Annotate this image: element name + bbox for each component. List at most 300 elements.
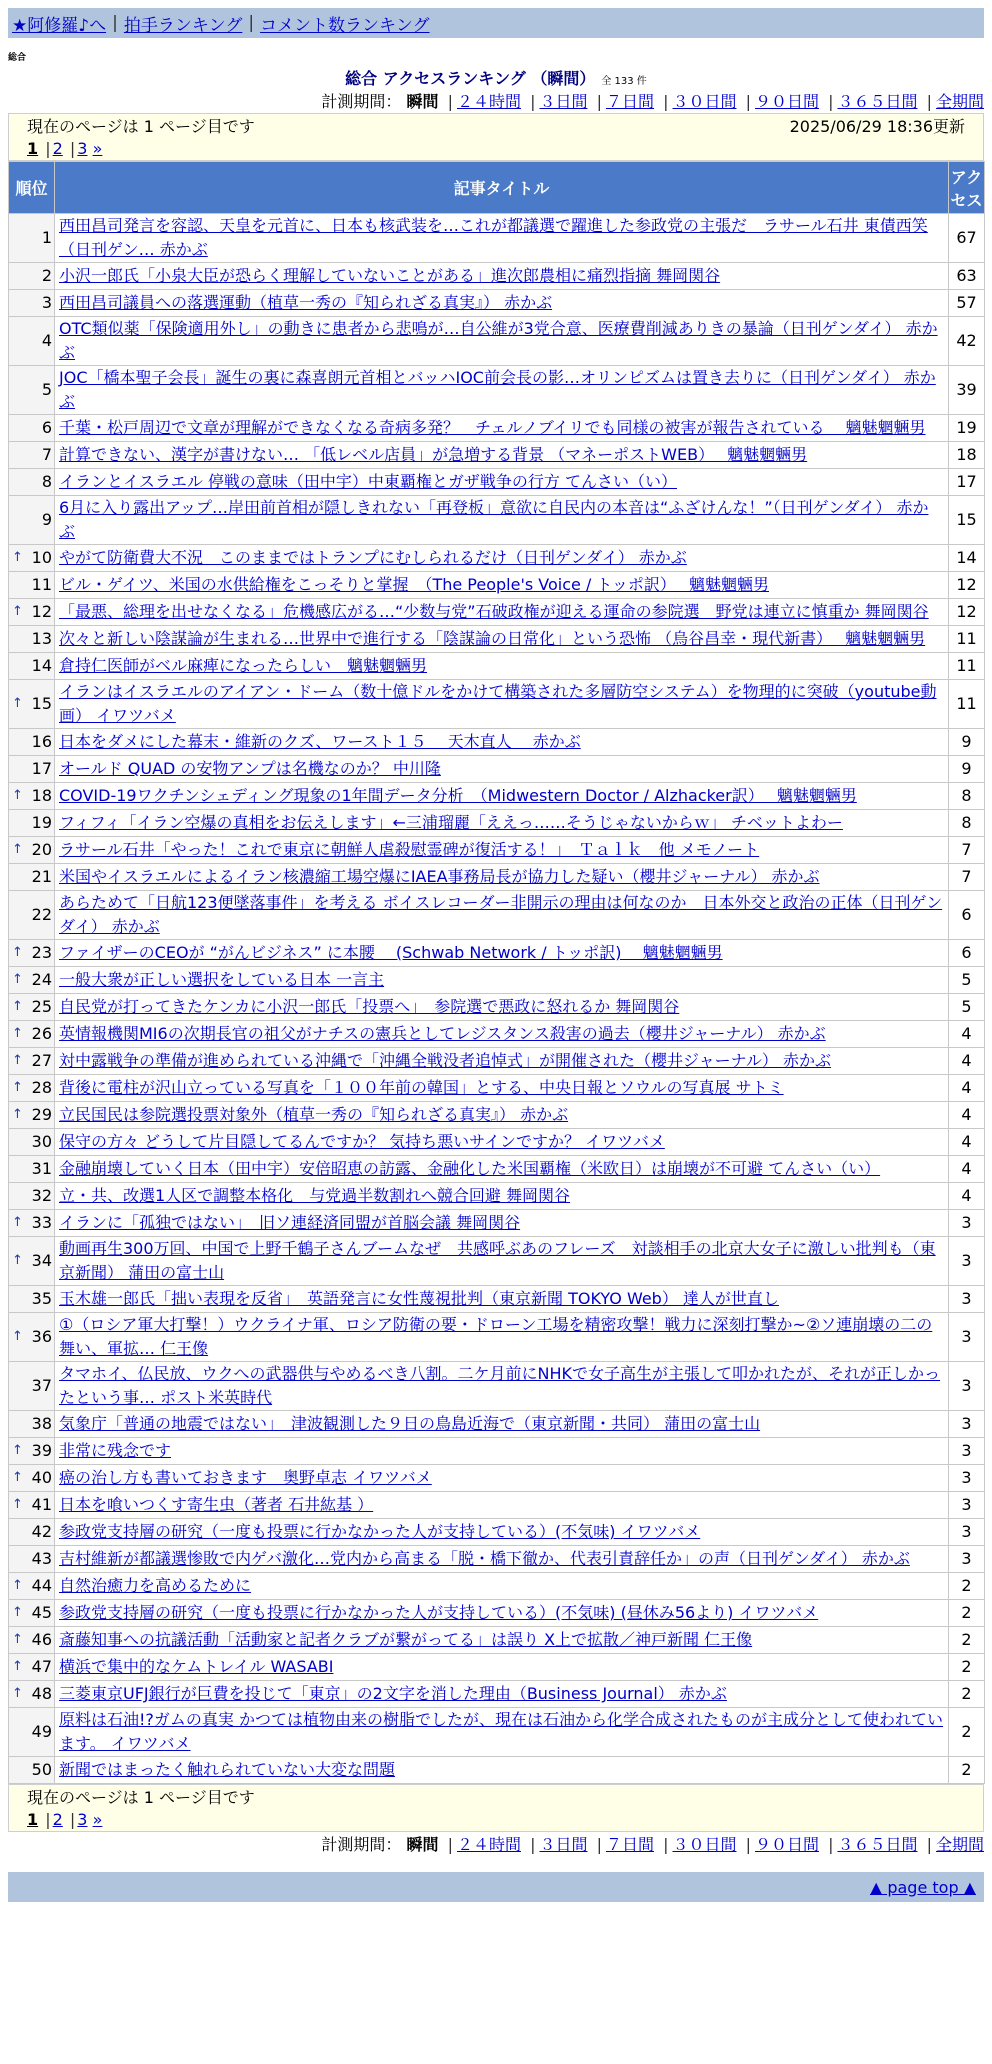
access-count: 5	[949, 994, 985, 1021]
rank-cell	[9, 1519, 55, 1546]
table-row	[9, 1708, 985, 1757]
rank-cell	[9, 891, 55, 940]
rank-up-icon: ↑	[12, 1686, 23, 1701]
rank-up-icon: ↑	[12, 945, 23, 960]
article-link[interactable]: 日本を喰いつくす寄生虫（著者 石井紘基 ）	[59, 1495, 374, 1514]
article-link[interactable]: JOC「橋本聖子会長」誕生の裏に森喜朗元首相とバッハIOC前会長の影…オリンピズムは置き去りに（日刊ゲンダイ） 赤かぶ	[59, 368, 936, 411]
rank-number: 2	[41, 266, 52, 285]
table-row	[9, 891, 985, 940]
title-cell	[55, 626, 949, 653]
article-link[interactable]: 気象庁「普通の地震ではない」 津波観測した９日の鳥島近海で（東京新聞・共同） 蒲田の富士山	[59, 1414, 761, 1433]
rank-up-icon: ↑	[12, 972, 23, 987]
rank-cell	[9, 1757, 55, 1784]
rank-cell	[9, 1654, 55, 1681]
access-count: 3	[949, 1438, 985, 1465]
rank-cell	[9, 864, 55, 891]
rank-cell	[9, 1600, 55, 1627]
header-title: 記事タイトル	[55, 162, 949, 214]
table-row	[9, 214, 985, 263]
title-cell	[55, 967, 949, 994]
rank-number: 18	[31, 786, 52, 805]
table-row	[9, 1573, 985, 1600]
current-page-text: 現在のページは 1 ページ目です	[27, 117, 255, 136]
title-cell	[55, 1519, 949, 1546]
access-count: 2	[949, 1757, 985, 1784]
period-90d[interactable]: ９０日間	[754, 92, 819, 111]
article-link[interactable]: 日本をダメにした幕末・維新のクズ、ワースト１５ 天木直人 赤かぶ	[59, 732, 581, 751]
article-link[interactable]: 参政党支持層の研究（一度も投票に行かなかった人が支持している）(不気味) イワツバメ	[59, 1522, 701, 1541]
table-row	[9, 290, 985, 317]
title-cell	[55, 1075, 949, 1102]
access-count: 19	[949, 415, 985, 442]
period-label: 計測期間：	[321, 92, 402, 111]
article-link[interactable]: 立・共、改選1人区で調整本格化 与党過半数割れへ競合回避 舞岡関谷	[59, 1186, 570, 1205]
article-link[interactable]: 西田昌司発言を容認、天皇を元首に、日本も核武装を…これが都議選で躍進した参政党の主張だ ラサール石井 東債西笑（日刊ゲン… 赤かぶ	[59, 216, 928, 259]
access-count: 6	[949, 891, 985, 940]
rank-number: 47	[31, 1657, 52, 1676]
article-link[interactable]: 吉村維新が都議選惨敗で内ゲバ激化…党内から高まる「脱・橋下徹か、代表引責辞任か」の声（日刊ゲンダイ） 赤かぶ	[59, 1549, 910, 1568]
access-count: 5	[949, 967, 985, 994]
access-count: 3	[949, 1465, 985, 1492]
title-cell	[55, 653, 949, 680]
table-row	[9, 756, 985, 783]
article-link[interactable]: タマホイ、仏民放、ウクへの武器供与やめるべき八割。二ケ月前にNHKで女子高生が主張して叩かれたが、それが正しかったという事… ポスト米英時代	[59, 1364, 941, 1407]
access-count: 7	[949, 864, 985, 891]
rank-up-icon: ↑	[12, 1605, 23, 1620]
article-link[interactable]: 背後に電柱が沢山立っている写真を「１００年前の韓国」とする、中央日報とソウルの写真展 サトミ	[59, 1078, 784, 1097]
article-link[interactable]: 西田昌司議員への落選運動（植草一秀の『知られざる真実』） 赤かぶ	[59, 293, 553, 312]
article-link[interactable]: イランはイスラエルのアイアン・ドーム（数十億ドルをかけて構築された多層防空システム）を物理的に突破（youtube動画） イワツバメ	[59, 682, 937, 725]
period-30d[interactable]: ３０日間	[672, 1835, 737, 1854]
rank-up-icon: ↑	[12, 1632, 23, 1647]
rank-number: 35	[31, 1289, 52, 1308]
title-cell	[55, 1156, 949, 1183]
rank-cell	[9, 1183, 55, 1210]
access-count: 4	[949, 1102, 985, 1129]
table-row	[9, 1519, 985, 1546]
table-row	[9, 994, 985, 1021]
article-link[interactable]: ①（ロシア軍大打撃！）ウクライナ軍、ロシア防衛の要・ドローン工場を精密攻撃！戦力に深刻打撃か~②ソ連崩壊の二の舞い、軍拡… 仁王像	[59, 1315, 933, 1358]
access-count: 3	[949, 1411, 985, 1438]
rank-number: 13	[31, 629, 52, 648]
rank-number: 26	[31, 1024, 52, 1043]
title-cell	[55, 1757, 949, 1784]
period-90d[interactable]: ９０日間	[754, 1835, 819, 1854]
access-count: 42	[949, 317, 985, 366]
table-row	[9, 1627, 985, 1654]
rank-cell	[9, 1708, 55, 1757]
article-link[interactable]: 三菱東京UFJ銀行が巨費を投じて「東京」の2文字を消した理由（Business Journal） 赤かぶ	[59, 1684, 727, 1703]
access-count: 8	[949, 783, 985, 810]
period-all[interactable]: 全期間	[935, 92, 984, 111]
rank-cell	[9, 317, 55, 366]
rank-up-icon: ↑	[12, 550, 23, 565]
title-cell	[55, 1411, 949, 1438]
article-link[interactable]: 斎藤知事への抗議活動「活動家と記者クラブが繋がってる」は誤り X上で拡散／神戸新聞 仁王像	[59, 1630, 753, 1649]
rank-up-icon: ↑	[12, 696, 23, 711]
rank-up-icon: ↑	[12, 1329, 23, 1344]
rank-up-icon: ↑	[12, 1253, 23, 1268]
article-link[interactable]: 小沢一郎氏「小泉大臣が恐らく理解していないことがある」進次郎農相に痛烈指摘 舞岡関谷	[59, 266, 721, 285]
rank-cell	[9, 214, 55, 263]
page-links: 1 | 2 | 3 »	[27, 1810, 103, 1829]
article-link[interactable]: 玉木雄一郎氏「拙い表現を反省」 英語発言に女性蔑視批判（東京新聞 TOKYO Web） 達人が世直し	[59, 1289, 779, 1308]
rank-number: 1	[41, 228, 52, 247]
period-24h[interactable]: ２４時間	[456, 92, 521, 111]
period-7d[interactable]: ７日間	[605, 1835, 654, 1854]
rank-number: 39	[31, 1441, 52, 1460]
rank-cell	[9, 1681, 55, 1708]
article-link[interactable]: 非常に残念です	[59, 1441, 172, 1460]
article-link[interactable]: COVID-19ワクチンシェディング現象の1年間データ分析 （Midwestern Doctor / Alzhacker訳） 魑魅魍魎男	[59, 786, 857, 805]
table-row	[9, 599, 985, 626]
period-all[interactable]: 全期間	[935, 1835, 984, 1854]
period-3d[interactable]: ３日間	[539, 92, 588, 111]
title-cell	[55, 442, 949, 469]
table-row	[9, 1102, 985, 1129]
rank-cell	[9, 1573, 55, 1600]
title-cell	[55, 415, 949, 442]
rank-number: 32	[31, 1186, 52, 1205]
rank-cell	[9, 1313, 55, 1362]
rank-cell	[9, 1465, 55, 1492]
page-title	[0, 66, 992, 89]
period-30d[interactable]: ３０日間	[672, 92, 737, 111]
period-3d[interactable]: ３日間	[539, 1835, 588, 1854]
article-link[interactable]: 倉持仁医師がベル麻痺になったらしい 魑魅魍魎男	[59, 656, 428, 675]
article-link[interactable]: 英情報機関MI6の次期長官の祖父がナチスの憲兵としてレジスタンス殺害の過去（櫻井ジャーナル） 赤かぶ	[59, 1024, 826, 1043]
period-current: 瞬間	[406, 1835, 439, 1854]
title-cell	[55, 599, 949, 626]
article-link[interactable]: 計算できない、漢字が書けない… 「低レベル店員」が急増する背景 （マネーポストWEB） 魑魅魍魎男	[59, 445, 808, 464]
table-row	[9, 1438, 985, 1465]
article-link[interactable]: ファイザーのCEOが “がんビジネス” に本腰 (Schwab Network / トッポ訳) 魑魅魍魎男	[59, 943, 723, 962]
article-link[interactable]: 参政党支持層の研究（一度も投票に行かなかった人が支持している）(不気味) (昼休み56より) イワツバメ	[59, 1603, 819, 1622]
access-count: 4	[949, 1156, 985, 1183]
rank-cell	[9, 626, 55, 653]
access-count: 7	[949, 837, 985, 864]
rank-cell	[9, 442, 55, 469]
article-link[interactable]: 次々と新しい陰謀論が生まれる…世界中で進行する「陰謀論の日常化」という恐怖 （烏谷昌幸・現代新書） 魑魅魍魎男	[59, 629, 926, 648]
period-current: 瞬間	[406, 92, 439, 111]
article-link[interactable]: オールド QUAD の安物アンプは名機なのか？ 中川隆	[59, 759, 441, 778]
title-cell	[55, 214, 949, 263]
table-row	[9, 1313, 985, 1362]
table-row	[9, 653, 985, 680]
article-link[interactable]: 立民国民は参院選投票対象外（植草一秀の『知られざる真実』） 赤かぶ	[59, 1105, 569, 1124]
table-row	[9, 1492, 985, 1519]
top-nav-bar	[8, 8, 984, 38]
rank-cell	[9, 967, 55, 994]
rank-number: 21	[31, 867, 52, 886]
rank-number: 10	[31, 548, 52, 567]
rank-cell	[9, 1210, 55, 1237]
rank-number: 36	[31, 1327, 52, 1346]
rank-cell	[9, 1237, 55, 1286]
page-top-link[interactable]: ▲ page top ▲	[869, 1877, 976, 1897]
title-cell	[55, 290, 949, 317]
rank-cell	[9, 290, 55, 317]
rank-up-icon: ↑	[12, 1470, 23, 1485]
rank-cell	[9, 1492, 55, 1519]
rank-number: 31	[31, 1159, 52, 1178]
access-count: 4	[949, 1075, 985, 1102]
rank-up-icon: ↑	[12, 1053, 23, 1068]
rank-up-icon: ↑	[12, 1443, 23, 1458]
nav-separator: |	[248, 13, 255, 33]
article-link[interactable]: ビル・ゲイツ、米国の水供給権をこっそりと掌握 （The People's Voice / トッポ訳） 魑魅魍魎男	[59, 575, 770, 594]
title-cell	[55, 994, 949, 1021]
rank-cell	[9, 1021, 55, 1048]
rank-up-icon: ↑	[12, 788, 23, 803]
rank-number: 50	[31, 1760, 52, 1779]
article-link[interactable]: 対中露戦争の準備が進められている沖縄で「沖縄全戦没者追悼式」が開催された（櫻井ジャーナル） 赤かぶ	[59, 1051, 831, 1070]
rank-number: 15	[31, 694, 52, 713]
table-row	[9, 572, 985, 599]
rank-number: 29	[31, 1105, 52, 1124]
article-link[interactable]: イランとイスラエル 停戦の意味（田中宇）中東覇権とガザ戦争の行方 てんさい（い）	[59, 472, 678, 491]
rank-cell	[9, 1048, 55, 1075]
rank-number: 38	[31, 1414, 52, 1433]
page-link-2[interactable]: 2	[52, 1810, 63, 1829]
table-row	[9, 317, 985, 366]
rank-cell	[9, 756, 55, 783]
rank-number: 43	[31, 1549, 52, 1568]
rank-number: 19	[31, 813, 52, 832]
header-access: アクセス	[949, 162, 985, 214]
period-24h[interactable]: ２４時間	[456, 1835, 521, 1854]
table-row	[9, 545, 985, 572]
title-cell	[55, 1465, 949, 1492]
table-row	[9, 1156, 985, 1183]
rank-cell	[9, 810, 55, 837]
rank-cell	[9, 1627, 55, 1654]
rank-number: 8	[41, 472, 52, 491]
pager-top	[8, 113, 984, 161]
access-count: 4	[949, 1129, 985, 1156]
rank-cell	[9, 599, 55, 626]
title-cell	[55, 469, 949, 496]
rank-up-icon: ↑	[12, 1215, 23, 1230]
article-link[interactable]: OTC類似薬「保険適用外し」の動きに患者から悲鳴が…自公維が3党合意、医療費削減ありきの暴論（日刊ゲンダイ） 赤かぶ	[59, 319, 938, 362]
title-cell	[55, 572, 949, 599]
table-row	[9, 940, 985, 967]
article-link[interactable]: 「最悪、総理を出せなくなる」危機感広がる…“少数与党”石破政権が迎える運命の参院選 野党は連立に慎重か 舞岡関谷	[59, 602, 929, 621]
article-link[interactable]: ラサール石井「やった！これで東京に朝鮮人虐殺慰霊碑が復活する！」 Ｔａｌｋ 他 メモノート	[59, 840, 760, 859]
table-row	[9, 729, 985, 756]
access-count: 4	[949, 1048, 985, 1075]
nav-link-comment-ranking[interactable]: コメント数ランキング	[260, 15, 430, 36]
rank-number: 27	[31, 1051, 52, 1070]
article-link[interactable]: フィフィ「イラン空爆の真相をお伝えします」←三浦瑠麗「ええっ……そうじゃないからｗ」 チベットよわー	[59, 813, 843, 832]
rank-number: 28	[31, 1078, 52, 1097]
access-count: 2	[949, 1708, 985, 1757]
rank-cell	[9, 729, 55, 756]
article-link[interactable]: 千葉・松戸周辺で文章が理解ができなくなる奇病多発？ チェルノブイリでも同様の被害が報告されている 魑魅魍魎男	[59, 418, 926, 437]
table-row	[9, 967, 985, 994]
access-count: 2	[949, 1681, 985, 1708]
article-link[interactable]: 一般大衆が正しい選択をしている日本 一言主	[59, 970, 385, 989]
rank-cell	[9, 496, 55, 545]
title-cell	[55, 1627, 949, 1654]
article-link[interactable]: 米国やイスラエルによるイラン核濃縮工場空爆にIAEA事務局長が協力した疑い（櫻井ジャーナル） 赤かぶ	[59, 867, 820, 886]
period-selector-bottom: 計測期間： 瞬間 | ２４時間 | ３日間 | ７日間 | ３０日間 | ９０日間 | ３６５日間 | 全期間	[321, 1835, 984, 1854]
page-link-2[interactable]: 2	[52, 139, 63, 158]
article-link[interactable]: やがて防衛費大不況 このままではトランプにむしられるだけ（日刊ゲンダイ） 赤かぶ	[59, 548, 687, 567]
table-row	[9, 1600, 985, 1627]
title-cell	[55, 1313, 949, 1362]
access-count: 18	[949, 442, 985, 469]
rank-cell	[9, 783, 55, 810]
title-cell	[55, 496, 949, 545]
rank-cell	[9, 653, 55, 680]
rank-number: 17	[31, 759, 52, 778]
nav-link-applause-ranking[interactable]: 拍手ランキング	[123, 15, 243, 36]
access-count: 4	[949, 1021, 985, 1048]
rank-up-icon: ↑	[12, 1107, 23, 1122]
title-cell	[55, 940, 949, 967]
table-row	[9, 366, 985, 415]
access-count: 14	[949, 545, 985, 572]
rank-number: 34	[31, 1251, 52, 1270]
article-link[interactable]: 癌の治し方も書いておきます 奥野卓志 イワツバメ	[59, 1468, 432, 1487]
access-count: 8	[949, 810, 985, 837]
access-count: 2	[949, 1600, 985, 1627]
page-link-3[interactable]: 3	[77, 139, 88, 158]
table-row	[9, 442, 985, 469]
table-row	[9, 1048, 985, 1075]
title-cell	[55, 1237, 949, 1286]
header-rank: 順位	[9, 162, 55, 214]
access-count: 2	[949, 1654, 985, 1681]
article-link[interactable]: 金融崩壊していく日本（田中宇）安倍昭恵の訪露、金融化した米国覇権（米欧日）は崩壊が不可避 てんさい（い）	[59, 1159, 881, 1178]
access-count: 39	[949, 366, 985, 415]
rank-cell	[9, 545, 55, 572]
table-row	[9, 1546, 985, 1573]
page-next-link[interactable]: »	[92, 139, 103, 158]
rank-number: 24	[31, 970, 52, 989]
nav-link-ashura[interactable]: ★阿修羅♪へ	[12, 15, 107, 36]
access-count: 2	[949, 1627, 985, 1654]
access-count: 63	[949, 263, 985, 290]
rank-number: 40	[31, 1468, 52, 1487]
title-cell	[55, 1286, 949, 1313]
title-cell	[55, 1021, 949, 1048]
rank-up-icon: ↑	[12, 1578, 23, 1593]
title-cell	[55, 1438, 949, 1465]
table-row	[9, 1075, 985, 1102]
access-count: 3	[949, 1286, 985, 1313]
access-count: 12	[949, 572, 985, 599]
title-cell	[55, 864, 949, 891]
table-row	[9, 469, 985, 496]
article-link[interactable]: あらためて「日航123便墜落事件」を考える ボイスレコーダー非開示の理由は何なのか 日本外交と政治の正体（日刊ゲンダイ） 赤かぶ	[59, 893, 943, 936]
period-365d[interactable]: ３６５日間	[837, 1835, 918, 1854]
table-row	[9, 1465, 985, 1492]
rank-number: 30	[31, 1132, 52, 1151]
title-cell	[55, 1573, 949, 1600]
article-link[interactable]: イランに「孤独ではない」 旧ソ連経済同盟が首脳会議 舞岡関谷	[59, 1213, 521, 1232]
period-7d[interactable]: ７日間	[605, 92, 654, 111]
bottom-bar	[8, 1872, 984, 1902]
article-link[interactable]: 横浜で集中的なケムトレイル WASABI	[59, 1657, 334, 1676]
table-row	[9, 864, 985, 891]
category-label: 総合	[8, 53, 27, 63]
table-row	[9, 1362, 985, 1411]
rank-cell	[9, 263, 55, 290]
table-row	[9, 810, 985, 837]
rank-up-icon: ↑	[12, 1659, 23, 1674]
rank-cell	[9, 469, 55, 496]
rank-up-icon: ↑	[12, 999, 23, 1014]
rank-cell	[9, 1129, 55, 1156]
table-row	[9, 415, 985, 442]
page-current: 1	[27, 1810, 39, 1829]
access-count: 12	[949, 599, 985, 626]
current-page-text: 現在のページは 1 ページ目です	[27, 1788, 255, 1807]
article-link[interactable]: 自民党が打ってきたケンカに小沢一郎氏「投票へ」 参院選で悪政に怒れるか 舞岡関谷	[59, 997, 680, 1016]
table-row	[9, 263, 985, 290]
rank-cell	[9, 366, 55, 415]
page-link-3[interactable]: 3	[77, 1810, 88, 1829]
rank-cell	[9, 1546, 55, 1573]
article-link[interactable]: 保守の方々 どうして片目隠してるんですか？ 気持ち悪いサインですか？ イワツバメ	[59, 1132, 665, 1151]
rank-number: 37	[31, 1376, 52, 1395]
period-365d[interactable]: ３６５日間	[837, 92, 918, 111]
rank-cell	[9, 1102, 55, 1129]
title-cell	[55, 837, 949, 864]
table-row	[9, 496, 985, 545]
rank-cell	[9, 680, 55, 729]
table-row	[9, 1237, 985, 1286]
title-cell	[55, 1102, 949, 1129]
table-header-row	[9, 162, 985, 214]
table-row	[9, 680, 985, 729]
page-next-link[interactable]: »	[92, 1810, 103, 1829]
access-count: 67	[949, 214, 985, 263]
title-cell	[55, 1210, 949, 1237]
access-count: 3	[949, 1519, 985, 1546]
article-link[interactable]: 原料は石油!?ガムの真実 かつては植物由来の樹脂でしたが、現在は石油から化学合成されたものが主成分として使われています。 イワツバメ	[59, 1710, 943, 1753]
table-row	[9, 1210, 985, 1237]
article-link[interactable]: 動画再生300万回、中国で上野千鶴子さんブームなぜ 共感呼ぶあのフレーズ 対談相手の北京大女子に激しい批判も（東京新聞） 蒲田の富士山	[59, 1239, 936, 1282]
rank-number: 22	[31, 905, 52, 924]
total-count: 全 133 件	[601, 76, 647, 87]
access-count: 57	[949, 290, 985, 317]
access-count: 3	[949, 1210, 985, 1237]
article-link[interactable]: 新聞ではまったく触れられていない大変な問題	[59, 1760, 396, 1779]
rank-number: 48	[31, 1684, 52, 1703]
title-cell	[55, 1654, 949, 1681]
rank-cell	[9, 572, 55, 599]
title-cell	[55, 783, 949, 810]
rank-cell	[9, 1156, 55, 1183]
rank-number: 20	[31, 840, 52, 859]
rank-number: 16	[31, 732, 52, 751]
article-link[interactable]: 6月に入り露出アップ…岸田前首相が隠しきれない「再登板」意欲に自民内の本音は“ふざけんな！”（日刊ゲンダイ） 赤かぶ	[59, 498, 929, 541]
access-count: 11	[949, 653, 985, 680]
article-link[interactable]: 自然治癒力を高めるために	[59, 1576, 252, 1595]
page-links: 1 | 2 | 3 »	[27, 139, 103, 158]
rank-up-icon: ↑	[12, 1026, 23, 1041]
title-cell	[55, 366, 949, 415]
ranking-table	[8, 161, 985, 1784]
access-count: 3	[949, 1313, 985, 1362]
title-cell	[55, 1708, 949, 1757]
rank-up-icon: ↑	[12, 1497, 23, 1512]
pager-bottom	[8, 1784, 984, 1832]
table-row	[9, 1654, 985, 1681]
